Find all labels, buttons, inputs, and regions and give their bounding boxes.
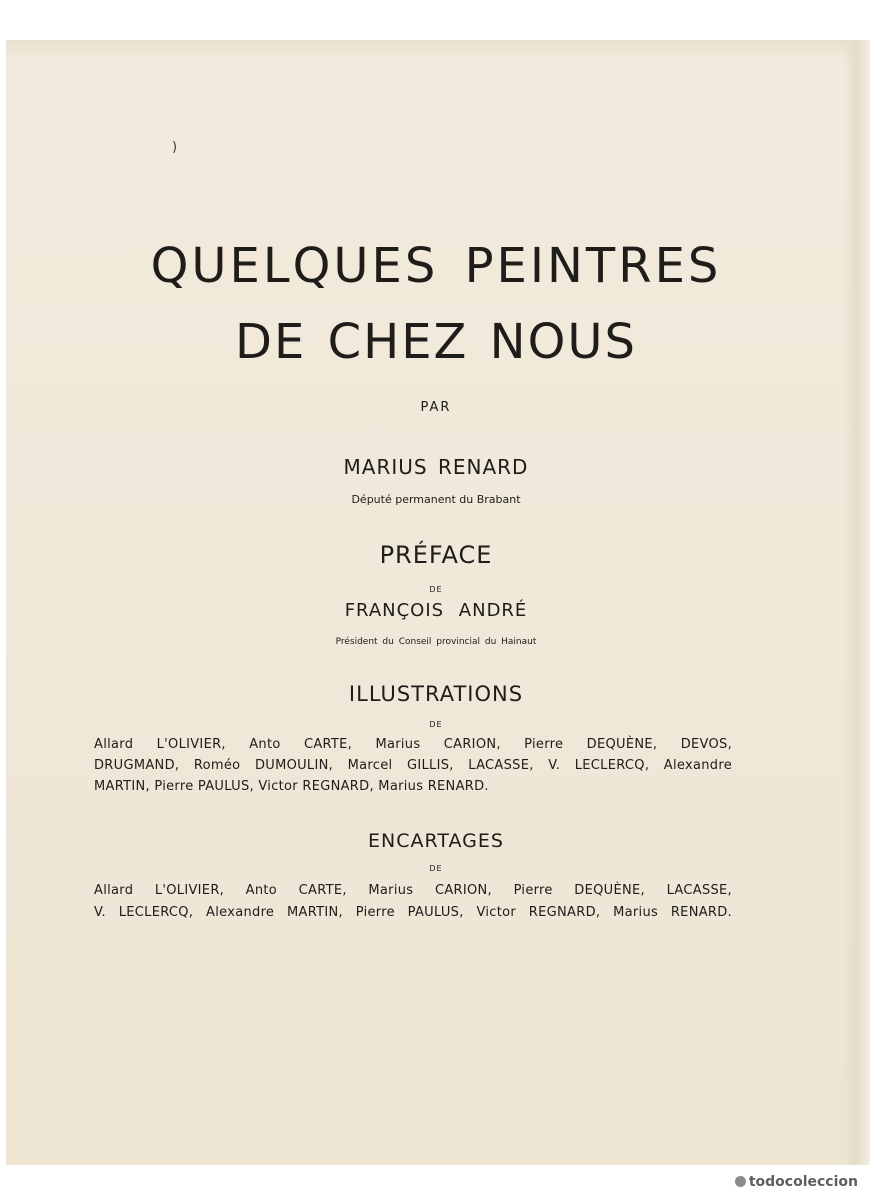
preface-de-label: DE: [429, 585, 443, 594]
encartages-heading: ENCARTAGES: [368, 830, 504, 852]
watermark-text: todocoleccion: [748, 1174, 858, 1190]
par-label: PAR: [420, 400, 452, 415]
book-title-line-1: QUELQUES PEINTRES: [150, 238, 722, 294]
preface-author-title: Président du Conseil provincial du Hainaut: [335, 637, 537, 647]
author-title: Député permanent du Brabant: [351, 493, 521, 506]
illustrators-line: Allard L'OLIVIER, Anto CARTE, Marius CARION, Pierre DEQUÈNE, DEVOS,: [94, 737, 732, 752]
illustrations-heading: ILLUSTRATIONS: [348, 682, 524, 706]
preface-author-name: FRANÇOIS ANDRÉ: [344, 600, 528, 621]
author-name: MARIUS RENARD: [343, 455, 529, 479]
page-shadow-top: [6, 40, 856, 64]
preface-heading: PRÉFACE: [379, 541, 493, 569]
illustrators-line: MARTIN, Pierre PAULUS, Victor REGNARD, Marius RENARD.: [94, 779, 489, 794]
encartages-line: V. LECLERCQ, Alexandre MARTIN, Pierre PAULUS, Victor REGNARD, Marius RENARD.: [94, 905, 732, 920]
watermark-logo-icon: [735, 1176, 746, 1187]
illustrators-line: DRUGMAND, Roméo DUMOULIN, Marcel GILLIS, LACASSE, V. LECLERCQ, Alexandre: [94, 758, 732, 773]
encartages-line: Allard L'OLIVIER, Anto CARTE, Marius CARION, Pierre DEQUÈNE, LACASSE,: [94, 883, 732, 898]
watermark: [735, 1174, 858, 1190]
encartages-de-label: DE: [429, 864, 443, 873]
book-title-line-2: DE CHEZ NOUS: [235, 314, 637, 370]
illustrations-de-label: DE: [429, 720, 443, 729]
paper-mark: ): [172, 140, 178, 155]
